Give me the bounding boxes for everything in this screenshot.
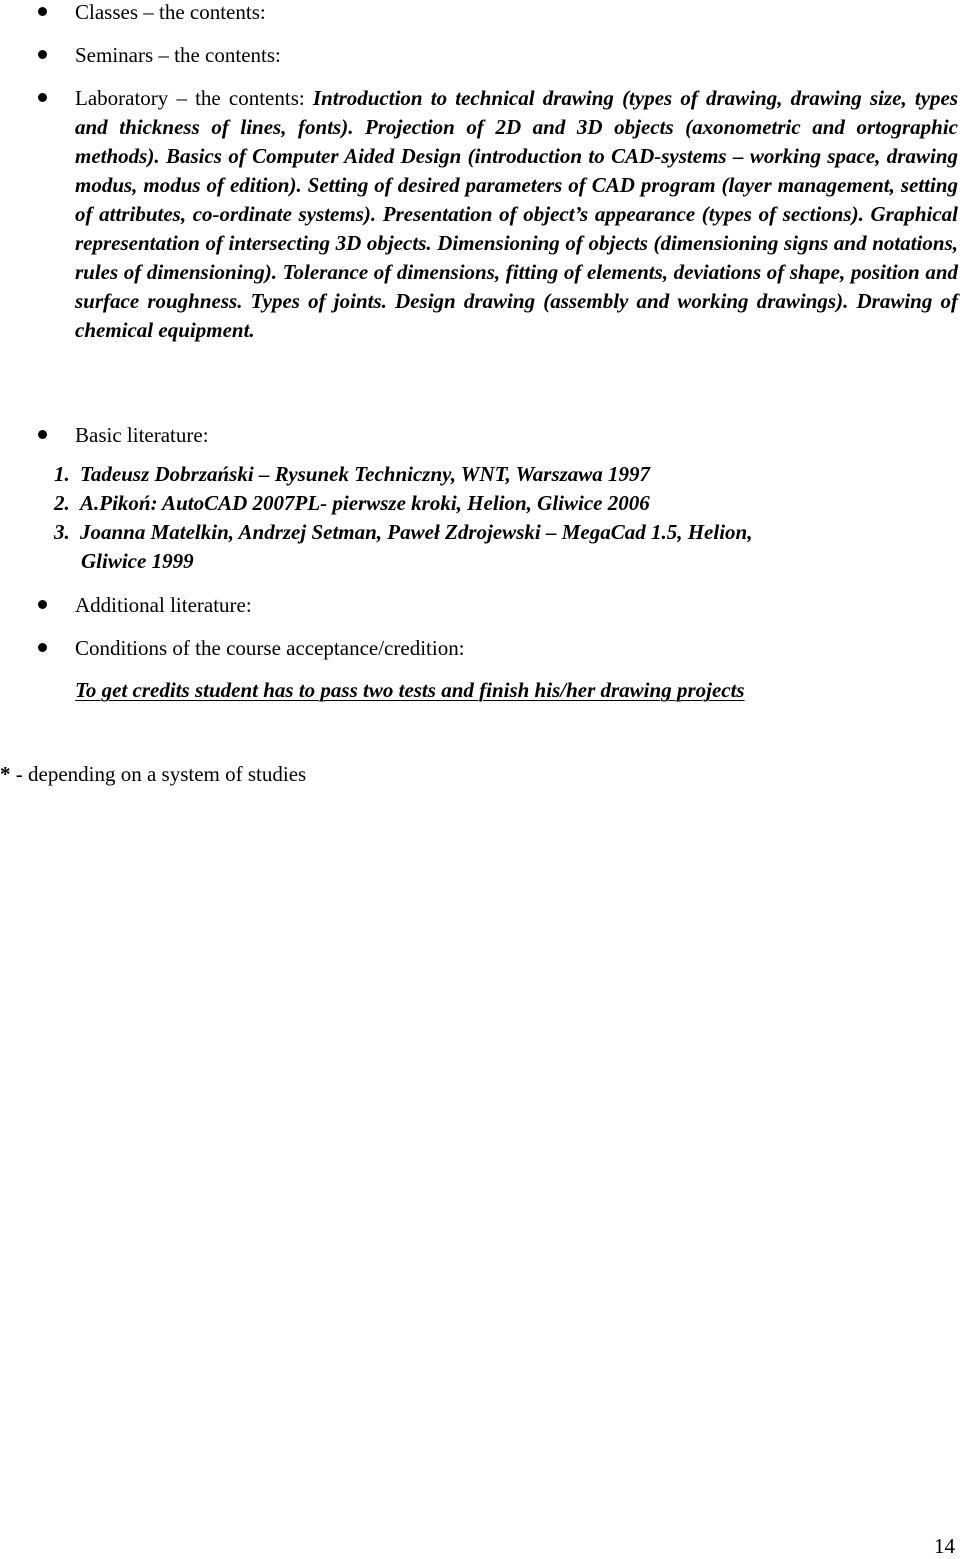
laboratory-paragraph [75,84,958,345]
laboratory-content: Introduction to technical drawing (types of drawing, drawing size, types and thickness of lines, fonts). Projection of 2D and 3D objects (axonometric and ortographic methods). Basics of Computer Aided Design (introduction to CAD-systems – working space, drawing modus, modus of edition). Setting of desired parameters of CAD program (layer management, setting of attributes, co-ordinate systems). Presentation of object’s appearance (types of sections). Graphical representation of intersecting 3D objects. Dimensioning of objects (dimensioning signs and notations, rules of dimensioning). Tolerance of dimensions, fitting of elements, deviations of shape, position and surface roughness. Types of joints. Design drawing (assembly and working drawings). Drawing of chemical equipment. [75,86,959,342]
page-number: 14 [934,1534,955,1558]
literature-entry-1 [54,460,934,489]
bullet-icon [38,600,47,609]
additional-literature-label: Additional literature: [75,593,252,617]
credits-requirement: To get credits student has to pass two tests and finish his/her drawing projects [75,678,745,702]
literature-text: Tadeusz Dobrzański – Rysunek Techniczny, WNT, Warszawa 1997 [80,462,651,486]
literature-text: Joanna Matelkin, Andrzej Setman, Paweł Zdrojewski – MegaCad 1.5, Helion, [80,520,753,544]
literature-entry-3 [54,518,934,576]
bullet-icon [38,50,47,59]
basic-literature-label: Basic literature: [75,423,209,447]
classes-label: Classes – the contents: [75,0,266,24]
footnote [0,760,306,789]
bullet-icon [38,7,47,16]
footnote-asterisk: * [0,762,11,786]
conditions-label: Conditions of the course acceptance/credition: [75,636,465,660]
literature-number: 3. [54,520,70,544]
footnote-text: - depending on a system of studies [10,762,307,786]
literature-entry-2 [54,489,934,518]
seminars-label: Seminars – the contents: [75,43,281,67]
laboratory-label: Laboratory – the contents: [75,86,313,110]
literature-number: 2. [54,491,70,515]
bullet-icon [38,93,47,102]
literature-text-continuation: Gliwice 1999 [81,549,194,573]
bullet-icon [38,430,47,439]
literature-number: 1. [54,462,70,486]
bullet-icon [38,643,47,652]
literature-text: A.Pikoń: AutoCAD 2007PL- pierwsze kroki, Helion, Gliwice 2006 [80,491,650,515]
